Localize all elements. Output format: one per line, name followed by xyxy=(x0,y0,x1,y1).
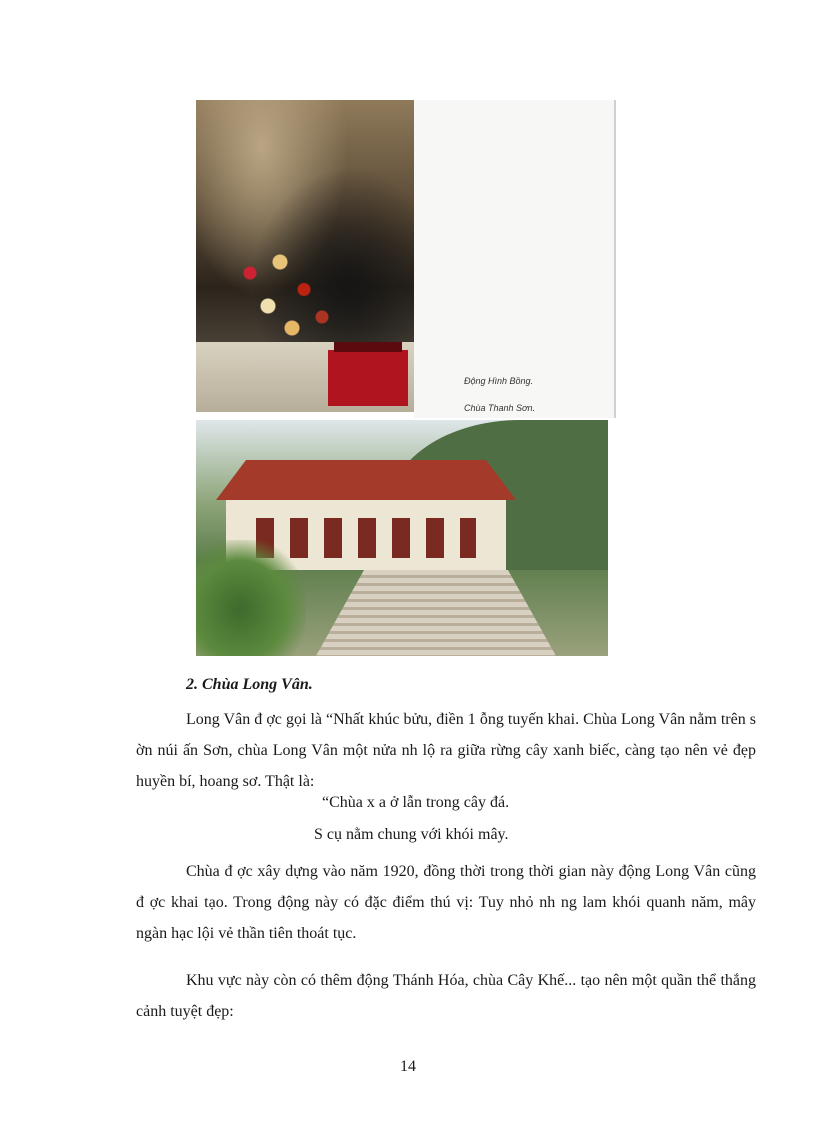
temple-photo xyxy=(196,420,608,656)
cave-photo xyxy=(196,100,414,412)
caption-cave: Động Hình Bồng. xyxy=(464,376,534,386)
paragraph-3: Khu vực này còn có thêm động Thánh Hóa, chùa Cây Khế... tạo nên một quần thể thắng cảnh tuyệt đẹp: xyxy=(136,972,756,1020)
temple-stairs xyxy=(316,570,556,656)
section-heading: 2. Chùa Long Vân. xyxy=(186,676,313,693)
foliage xyxy=(196,540,306,656)
temple-roof xyxy=(216,460,516,500)
page-number: 14 xyxy=(400,1058,416,1075)
caption-panel xyxy=(414,100,616,418)
verse-line-2: S cụ nằm chung với khói mây. xyxy=(314,826,509,843)
verse-line-1: “Chùa x a ở lẫn trong cây đá. xyxy=(322,794,510,811)
statue-cluster xyxy=(226,240,346,350)
paragraph-2: Chùa đ ợc xây dựng vào năm 1920, đồng thời trong thời gian này động Long Vân cũng đ ợc khai tạo. Trong động này có đặc điểm thú vị: Tuy nhỏ nh ng lam khói quanh năm, mây ngàn hạc lội vẻ thần tiên thoát tục. xyxy=(136,863,756,942)
paragraph-1: Long Vân đ ợc gọi là “Nhất khúc bửu, điền 1 ỗng tuyến khai. Chùa Long Vân nằm trên s ờn núi ấn Sơn, chùa Long Vân một nửa nh lộ ra giữa rừng cây xanh biếc, càng tạo nên vẻ đẹp huyền bí, hoang sơ. Thật là: xyxy=(136,711,756,790)
photo-collage xyxy=(196,100,616,658)
caption-temple: Chùa Thanh Sơn. xyxy=(464,403,535,413)
donation-box xyxy=(328,350,408,406)
